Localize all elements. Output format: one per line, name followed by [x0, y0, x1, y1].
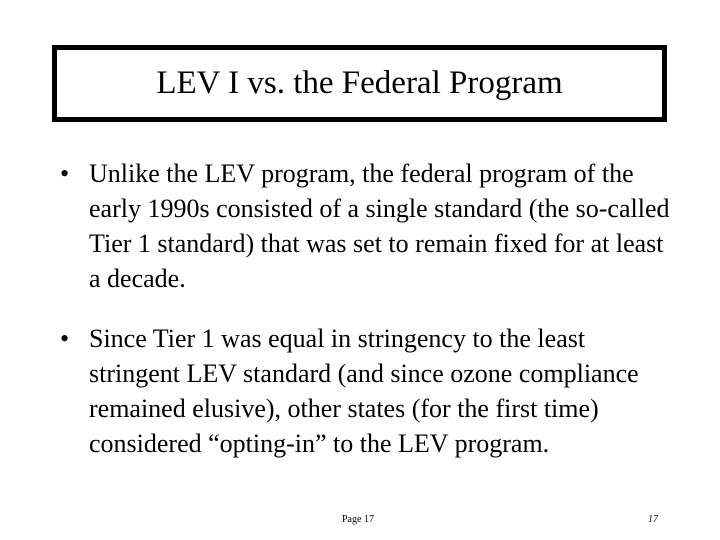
bullet-item — [60, 156, 680, 296]
bullet-marker: • — [60, 324, 70, 353]
bullet-marker: • — [60, 159, 70, 188]
footer-page-number: 17 — [648, 514, 658, 525]
bullet-text: Unlike the LEV program, the federal program of the early 1990s consisted of a single standard (the so-called Tier 1 standard) that was set to remain fixed for at least a decade. — [89, 159, 670, 293]
bullet-item — [60, 321, 680, 461]
slide-title: LEV I vs. the Federal Program — [156, 65, 563, 101]
footer-page-label: Page 17 — [342, 514, 374, 525]
bullet-text: Since Tier 1 was equal in stringency to the least stringent LEV standard (and since ozone compliance remained elusive), other states (for the first time) considered “opting-in” to the LEV program. — [89, 324, 639, 458]
slide-title-box — [52, 45, 667, 122]
bullet-list — [60, 156, 680, 461]
